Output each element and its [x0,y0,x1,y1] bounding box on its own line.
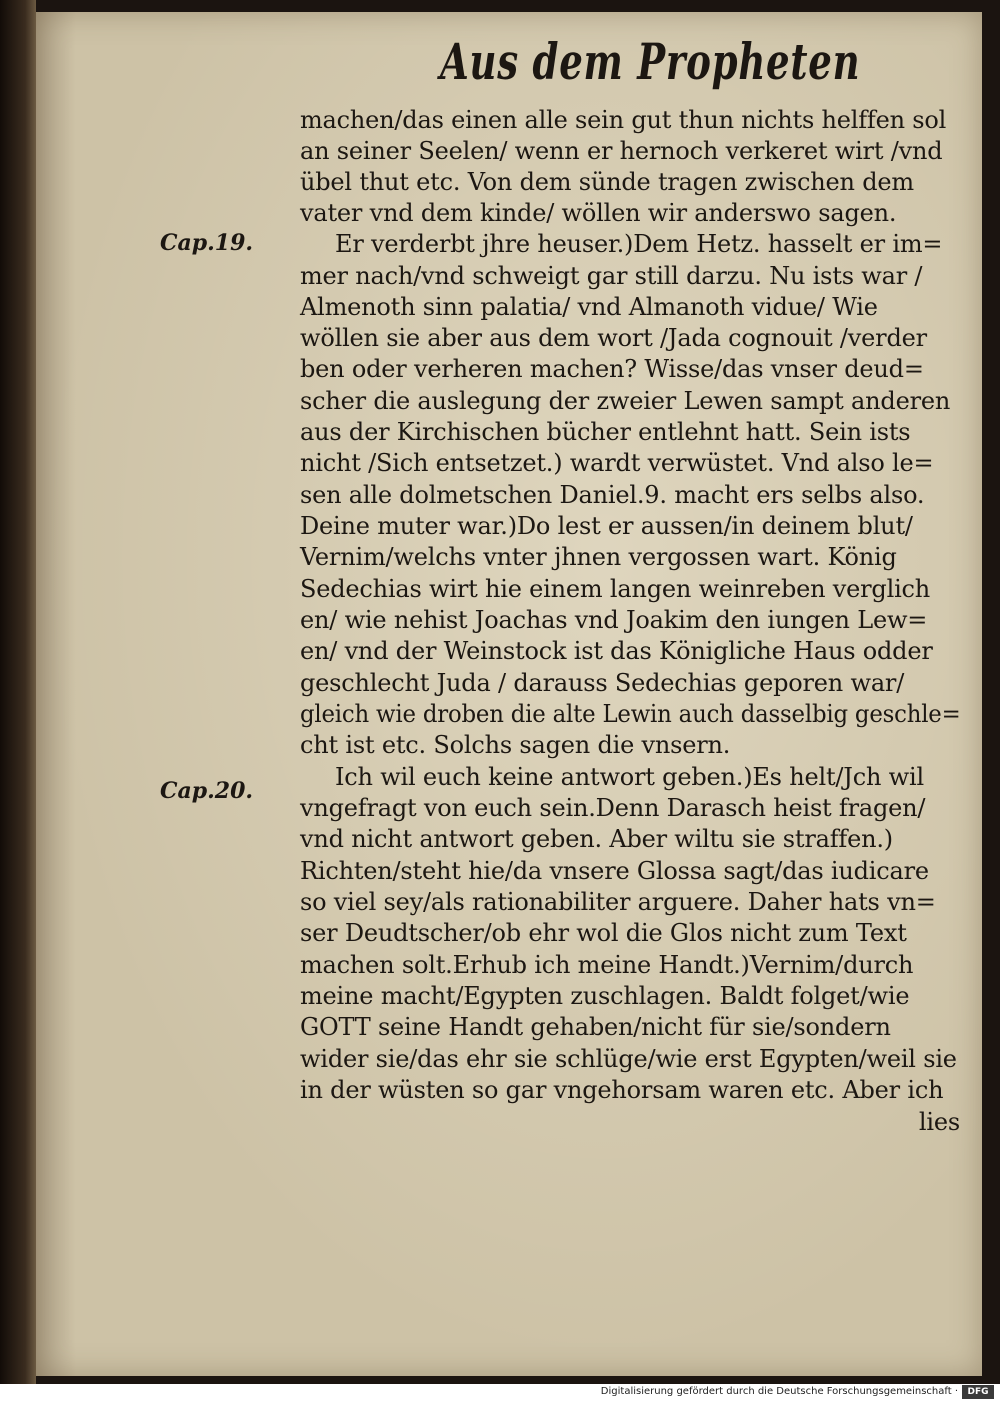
text-line: gleich wie droben die alte Lewin auch dasselbig geschle= [300,700,961,728]
text-line: Vernim/welchs vnter jhnen vergossen wart. König [300,543,897,571]
text-line: an seiner Seelen/ wenn er hernoch verkeret wirt /vnd [300,137,943,165]
text-line: Sedechias wirt hie einem langen weinreben verglich [300,575,931,603]
running-head: Aus dem Propheten [440,32,861,91]
margin-note-cap-20: Cap.20. [160,778,254,804]
catchword: lies [918,1108,960,1136]
text-line: Ich wil euch keine antwort geben.)Es helt/Jch wil [335,763,924,791]
funding-credit: Digitalisierung gefördert durch die Deutsche Forschungsgemeinschaft · [600,1386,958,1397]
text-line: mer nach/vnd schweigt gar still darzu. Nu ists war / [300,262,923,290]
text-line: wöllen sie aber aus dem wort /Jada cognouit /verder [300,324,927,352]
text-line: machen/das einen alle sein gut thun nichts helffen sol [300,106,947,134]
text-line: sen alle dolmetschen Daniel.9. macht ers selbs also. [300,481,925,509]
text-line: meine macht/Egypten zuschlagen. Baldt folget/wie [300,982,910,1010]
text-line: wider sie/das ehr sie schlüge/wie erst Egypten/weil sie [300,1045,957,1073]
margin-note-cap-19: Cap.19. [160,230,254,256]
text-line: scher die auslegung der zweier Lewen sampt anderen [300,387,951,415]
text-line: GOTT seine Handt gehaben/nicht für sie/sondern [300,1013,891,1041]
text-line: geschlecht Juda / darauss Sedechias geporen war/ [300,669,905,697]
text-line: in der wüsten so gar vngehorsam waren etc. Aber ich [300,1076,944,1104]
text-line: en/ wie nehist Joachas vnd Joakim den iungen Lew= [300,606,928,634]
text-line: en/ vnd der Weinstock ist das Königliche Haus odder [300,637,933,665]
text-line: aus der Kirchischen bücher entlehnt hatt. Sein ists [300,418,911,446]
text-line: Richten/steht hie/da vnsere Glossa sagt/das iudicare [300,857,929,885]
text-line: Deine muter war.)Do lest er aussen/in deinem blut/ [300,512,913,540]
text-line: ben oder verheren machen? Wisse/das vnser deud= [300,355,924,383]
book-spine-edge [0,0,36,1384]
dfg-logo: DFG [962,1385,994,1399]
text-line: ser Deudtscher/ob ehr wol die Glos nicht zum Text [300,919,907,947]
text-line: vnd nicht antwort geben. Aber wiltu sie straffen.) [300,825,893,853]
text-line: cht ist etc. Solchs sagen die vnsern. [300,731,731,759]
text-line: machen solt.Erhub ich meine Handt.)Vernim/durch [300,951,914,979]
text-line: nicht /Sich entsetzet.) wardt verwüstet. Vnd also le= [300,449,934,477]
text-line: so viel sey/als rationabiliter arguere. Daher hats vn= [300,888,936,916]
text-line: Er verderbt jhre heuser.)Dem Hetz. hasselt er im= [335,230,943,258]
text-line: vater vnd dem kinde/ wöllen wir anderswo sagen. [300,199,897,227]
text-line: übel thut etc. Von dem sünde tragen zwischen dem [300,168,914,196]
text-line: Almenoth sinn palatia/ vnd Almanoth vidue/ Wie [300,293,878,321]
text-line: vngefragt von euch sein.Denn Darasch heist fragen/ [300,794,926,822]
